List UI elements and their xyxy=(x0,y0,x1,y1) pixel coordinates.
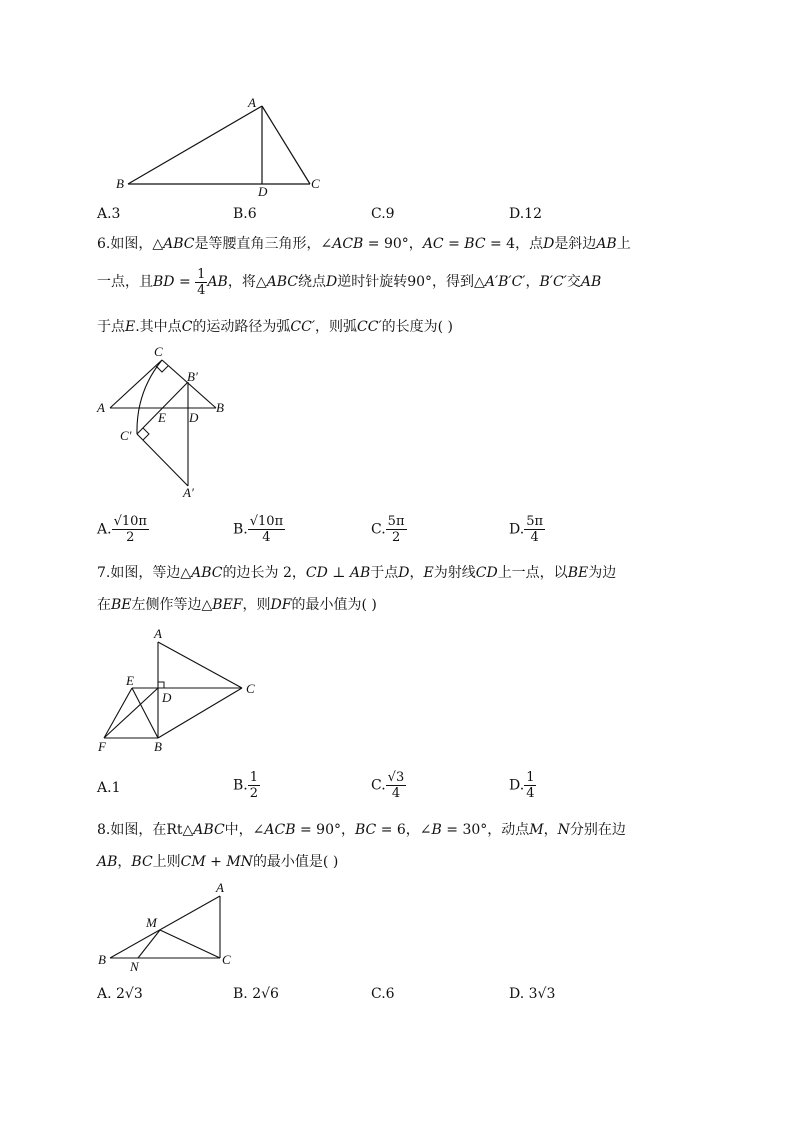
option-fraction xyxy=(112,514,149,545)
option-letter: A. xyxy=(97,780,112,796)
q5-option-d[interactable]: D.12 xyxy=(509,206,542,222)
q8-label-m: M xyxy=(146,915,157,930)
q8-side-ba xyxy=(110,896,220,958)
q5-option-b[interactable]: B.6 xyxy=(233,206,257,222)
text: 为射线 xyxy=(433,565,476,581)
frac-den: 2 xyxy=(249,786,259,801)
text: ， xyxy=(117,854,132,870)
q8-option-b[interactable]: B. 2√6 xyxy=(233,986,279,1002)
option-fraction xyxy=(248,514,285,545)
text: ， xyxy=(543,822,558,838)
math: ABC xyxy=(191,565,223,581)
text: 7.如图，等边△ xyxy=(97,565,192,581)
q5-figure xyxy=(110,92,330,202)
frac-den: 4 xyxy=(391,786,401,801)
q6-right-angle-c xyxy=(156,366,168,372)
math: CC′ xyxy=(290,319,316,335)
math: CD xyxy=(305,565,328,581)
q7-label-a: A xyxy=(154,626,162,641)
text: ，将△ xyxy=(227,274,267,290)
q7-side-ac xyxy=(158,642,242,688)
math: D xyxy=(326,274,338,290)
q6-figure xyxy=(92,340,242,505)
option-letter: B. xyxy=(233,777,248,794)
q7-label-d: D xyxy=(162,690,172,705)
q6-right-angle-cp xyxy=(143,428,149,440)
frac-den: 4 xyxy=(530,530,539,545)
math: ACB xyxy=(332,236,364,252)
text: 的最小值是( ) xyxy=(252,854,339,870)
text: 是等腰直角三角形，∠ xyxy=(194,236,333,252)
text: 于点 xyxy=(97,319,125,335)
math: ABC xyxy=(193,822,225,838)
math: D xyxy=(543,236,555,252)
q7-option-a[interactable] xyxy=(97,780,120,796)
math: N xyxy=(557,822,570,838)
math: BE xyxy=(111,597,132,613)
text: 8.如图，在Rt△ xyxy=(97,822,194,838)
frac-den: 4 xyxy=(262,530,271,545)
q8-option-a[interactable]: A. 2√3 xyxy=(97,986,143,1002)
math: BD xyxy=(153,274,175,290)
math: B′C′ xyxy=(539,274,567,290)
q5-side-ab xyxy=(128,106,262,184)
math: CC′ xyxy=(357,319,382,335)
text: 为边 xyxy=(588,565,617,581)
text: 于点 xyxy=(370,565,399,581)
q5-side-ac xyxy=(262,106,310,184)
frac-num: √3 xyxy=(387,770,405,785)
q6-fraction xyxy=(195,267,207,298)
text: 上则 xyxy=(152,854,181,870)
option-fraction xyxy=(386,770,407,801)
frac-num: √10π xyxy=(113,514,147,529)
option-fraction xyxy=(524,770,536,801)
math: AB xyxy=(596,236,617,252)
frac-den: 2 xyxy=(126,530,135,545)
q6-stem-line2 xyxy=(97,264,601,300)
text: 6.如图，△ xyxy=(97,236,164,252)
math: D xyxy=(398,565,410,581)
q7-right-angle-d xyxy=(158,682,164,688)
q5-label-c: C xyxy=(311,176,320,191)
text: 的最小值为( ) xyxy=(291,597,377,613)
q7-segment-df xyxy=(104,688,158,738)
q6-label-d: D xyxy=(189,410,199,425)
q7-option-d[interactable] xyxy=(509,770,536,801)
option-letter: A. xyxy=(97,521,112,538)
q8-option-c[interactable]: C.6 xyxy=(371,986,395,1002)
q6-label-ap: A′ xyxy=(183,485,194,500)
q6-label-bp: B′ xyxy=(187,369,198,384)
q5-label-d: D xyxy=(258,184,268,199)
frac-den: 2 xyxy=(391,530,401,545)
frac-num: √10π xyxy=(249,514,284,529)
option-letter: C. xyxy=(371,521,386,538)
q7-figure xyxy=(92,622,272,757)
text: 的长度为( ) xyxy=(381,319,453,335)
q8-option-d[interactable]: D. 3√3 xyxy=(509,986,556,1002)
frac-num: 1 xyxy=(249,770,259,785)
q5-label-b: B xyxy=(116,176,124,191)
math: BE xyxy=(567,565,589,581)
option-fraction xyxy=(524,514,545,545)
frac-num: 5π xyxy=(387,514,405,529)
math: BC xyxy=(131,854,153,870)
math: BC xyxy=(354,822,377,838)
q7-label-c: C xyxy=(246,681,255,696)
math: ACB xyxy=(264,822,296,838)
math: ABC xyxy=(266,274,298,290)
option-letter: C. xyxy=(371,777,386,794)
math: AB xyxy=(349,565,371,581)
math: ABC xyxy=(163,236,195,252)
text: 上 xyxy=(616,236,631,252)
q6-option-d[interactable] xyxy=(509,514,545,545)
text: 交 xyxy=(566,274,581,290)
text: = xyxy=(174,274,196,290)
option-fraction xyxy=(386,514,407,545)
math: E xyxy=(423,565,434,581)
option-fraction xyxy=(248,770,260,801)
q6-side-ac xyxy=(110,360,162,408)
q8-label-c: C xyxy=(222,952,231,967)
q7-option-c[interactable] xyxy=(371,770,406,801)
q6-option-a[interactable] xyxy=(97,514,149,545)
q7-side-ef xyxy=(104,688,132,738)
math: AB xyxy=(580,274,602,290)
text: 分别在边 xyxy=(569,822,626,838)
frac-num: 1 xyxy=(197,266,206,282)
text: 一点，且 xyxy=(97,274,153,290)
q8-figure xyxy=(92,878,252,978)
q6-stem-line3 xyxy=(97,317,453,337)
q8-stem-line1 xyxy=(97,820,626,840)
math: BEF xyxy=(212,597,243,613)
text: .其中点 xyxy=(135,319,182,335)
math: DF xyxy=(270,597,292,613)
text: = 6，∠ xyxy=(376,822,432,838)
q6-label-cp: C′ xyxy=(120,428,132,443)
q6-label-a: A xyxy=(97,400,105,415)
q8-segment-mn xyxy=(138,930,160,958)
text: 逆时针旋转90°，得到△ xyxy=(337,274,485,290)
text: 左侧作等边△ xyxy=(131,597,213,613)
text: 的边长为 2， xyxy=(222,565,306,581)
text: ， xyxy=(409,565,424,581)
q5-label-a: A xyxy=(248,95,256,110)
text: ， xyxy=(525,274,540,290)
frac-num: 1 xyxy=(526,770,535,785)
option-letter: D. xyxy=(509,521,525,538)
text: 在 xyxy=(97,597,111,613)
text: 上一点，以 xyxy=(497,565,568,581)
math: AB xyxy=(97,854,118,870)
text: 中，∠ xyxy=(224,822,265,838)
q8-label-b: B xyxy=(98,952,106,967)
q8-stem-line2 xyxy=(97,852,338,872)
q7-side-eb xyxy=(132,688,158,738)
math: AC = BC xyxy=(422,236,486,252)
q6-option-b[interactable] xyxy=(233,514,285,545)
text: = 90°， xyxy=(363,236,423,252)
q6-label-e: E xyxy=(158,410,166,425)
frac-den: 4 xyxy=(526,786,535,801)
q7-stem-line2 xyxy=(97,595,377,615)
math: CM + MN xyxy=(180,854,253,870)
q6-side-cpap xyxy=(137,434,188,486)
q8-label-a: A xyxy=(216,880,224,895)
text: 的运动路径为弧 xyxy=(192,319,291,335)
option-text: 1 xyxy=(111,780,121,796)
math: B xyxy=(431,822,442,838)
q6-option-c[interactable] xyxy=(371,514,407,545)
math: A′B′C′ xyxy=(484,274,526,290)
q6-stem-line1 xyxy=(97,234,631,254)
q7-label-e: E xyxy=(126,673,134,688)
q6-label-c: C xyxy=(154,344,163,359)
math: M xyxy=(529,822,544,838)
option-letter: B. xyxy=(233,521,248,538)
q5-option-a[interactable]: A.3 xyxy=(97,206,121,222)
math: C xyxy=(181,319,193,335)
q7-stem-line1 xyxy=(97,563,616,583)
math: CD xyxy=(475,565,498,581)
q8-label-n: N xyxy=(130,959,139,974)
text: ，则 xyxy=(242,597,271,613)
text: = 4，点 xyxy=(485,236,544,252)
frac-num: 5π xyxy=(526,514,544,529)
text: 是斜边 xyxy=(554,236,597,252)
q7-label-b: B xyxy=(154,739,162,754)
text: ⊥ xyxy=(327,565,350,581)
text: = 90°， xyxy=(295,822,355,838)
q8-segment-cm xyxy=(160,930,220,958)
q7-option-b[interactable] xyxy=(233,770,260,801)
q6-label-b: B xyxy=(216,400,224,415)
q7-label-f: F xyxy=(98,739,106,754)
math: AB xyxy=(207,274,228,290)
q5-option-c[interactable]: C.9 xyxy=(371,206,395,222)
text: ，则弧 xyxy=(315,319,358,335)
math: E xyxy=(125,319,136,335)
frac-den: 4 xyxy=(197,282,206,298)
text: = 30°，动点 xyxy=(441,822,530,838)
option-letter: D. xyxy=(509,777,525,794)
text: 绕点 xyxy=(298,274,326,290)
